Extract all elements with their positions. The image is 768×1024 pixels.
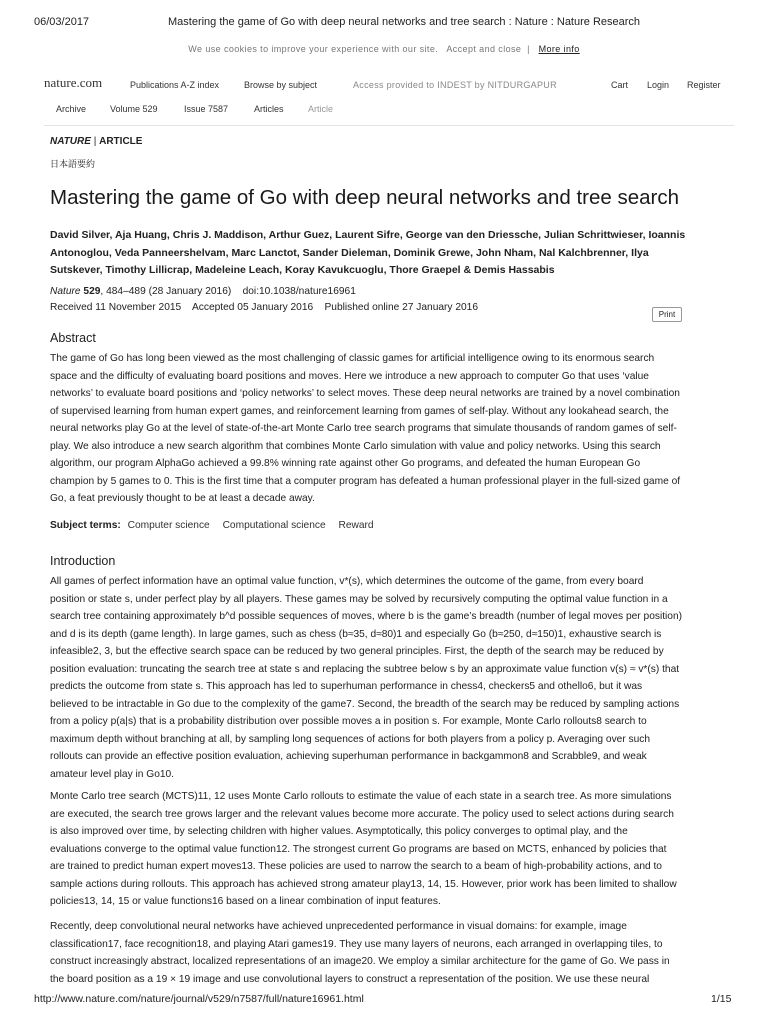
paragraph-line: predicts the outcome from state s. This approach has led to superhuman performance in chess4, checkers5 and othello6, but it was [50,681,643,692]
abstract-heading: Abstract [50,331,96,345]
published-date: Published online 27 January 2016 [324,302,479,313]
access-notice: Access provided to INDEST by NITDURGAPUR [353,80,557,90]
more-info-link[interactable]: More info [538,44,580,54]
paragraph-line: All games of perfect information have an optimal value function, v*(s), which determines the outcome of the game, from every board [50,576,644,587]
nav-register[interactable]: Register [687,80,721,90]
print-page-number: 1/15 [711,993,732,1005]
paragraph-line: sample actions during rollouts. This approach has achieved strong amateur play13, 14, 15. However, prior work has been limited to shallow [50,878,677,890]
cookie-text: We use cookies to improve your experience with our site. [188,44,439,54]
abstract-line: play. We also introduce a new search algorithm that combines Monte Carlo simulation with value and policy networks. Using this search [50,440,661,452]
subject-terms-label: Subject terms: [50,520,121,531]
paragraph-line: maximum depth without branching at all, by sampling long sequences of actions for both players from a policy p. Averaging over such [50,733,651,745]
breadcrumb-volume[interactable]: Volume 529 [110,104,158,114]
paragraph-line: the board position as a 19 × 19 image and use convolutional layers to construct a representation of the position. We use these neural [50,973,650,985]
journal-separator: | [93,136,97,147]
print-footer-url: http://www.nature.com/nature/journal/v529/n7587/full/nature16961.html [34,993,364,1005]
paragraph-line: evaluations converge to the optimal value function12. The strongest current Go programs are based on MCTS, enhanced by policies that [50,843,667,855]
paragraph-line: is also improved over time, by selecting children with higher values. Asymptotically, this policy converges to optimal play, and the [50,826,628,837]
author-line: Sutskever, Timothy Lillicrap, Madeleine Leach, Koray Kavukcuoglu, Thore Graepel & Demis Hassabis [50,264,555,276]
breadcrumb-article: Article [308,104,334,114]
intro-paragraph-1 [50,573,740,783]
print-button[interactable]: Print [652,307,682,322]
japanese-summary-link[interactable]: 日本語要約 [50,159,96,169]
subject-terms [50,520,380,531]
print-page-title: Mastering the game of Go with deep neural networks and tree search : Nature : Nature Research [168,16,641,28]
intro-paragraph-3 [50,918,740,988]
cookie-separator: | [527,44,530,54]
author-line: Antonoglou, Veda Panneershelvam, Marc Lanctot, Sander Dieleman, Dominik Grewe, John Nham, Nal Kalchbrenner, Ilya [50,246,649,259]
paragraph-line: from a policy p(a|s) that is a probability distribution over possible moves a in position s. For example, Monte Carlo rollouts8 search to [50,716,647,727]
accept-cookies-link[interactable]: Accept and close [446,44,522,54]
article-title: Mastering the game of Go with deep neural networks and tree search [50,186,680,209]
subject-term-link[interactable]: Reward [338,520,374,531]
received-date: Received 11 November 2015 [50,302,182,313]
nav-login[interactable]: Login [647,80,670,90]
abstract-line: space and the difficulty of evaluating board positions and moves. Here we introduce a new approach to computer Go that uses ‘value [50,370,649,382]
journal-label [50,136,142,147]
accepted-date: Accepted 05 January 2016 [191,302,314,313]
author-list [50,227,740,280]
paragraph-line: amateur level play in Go10. [50,768,175,780]
paragraph-line: Recently, deep convolutional neural networks have achieved unprecedented performance in visual domains: for example, image [50,921,627,932]
paragraph-line: search tree containing approximately b^d possible sequences of moves, where b is the game’s breadth (number of legal moves per position) [50,611,683,622]
abstract-line: neural networks play Go at the level of state-of-the-art Monte Carlo tree search programs that simulate thousands of random games of self- [50,423,677,434]
breadcrumb-issue[interactable]: Issue 7587 [184,104,229,114]
paragraph-line: believed to be intractable in Go due to the complexity of the game7. Second, the breadth of the search may be reduced by sampling actions [50,698,680,710]
paragraph-line: and d is its depth (game length). In large games, such as chess (b≈35, d≈80)1 and especially Go (b≈250, d≈150)1, exhaustive search is [50,628,662,640]
citation-pages: , 484–489 (28 January 2016) [100,286,232,297]
paragraph-line: are trained to predict human expert moves13. These policies are used to narrow the search to a beam of high-probability actions, and to [50,861,662,872]
abstract-line: algorithm, our program AlphaGo achieved a 99.8% winning rate against other Go programs, and defeated the human European Go [50,458,641,469]
subject-term-link[interactable]: Computational science [222,520,326,531]
abstract-line: networks’ to evaluate board positions and ‘policy networks’ to select moves. These deep neural networks are trained by a novel combination [50,388,680,399]
abstract-line: Go, a feat previously thought to be at least a decade away. [50,493,315,504]
abstract-line: champion by 5 games to 0. This is the first time that a computer program has defeated a human professional player in the full-sized game of [50,475,681,487]
author-line: David Silver, Aja Huang, Chris J. Maddison, Arthur Guez, Laurent Sifre, George van den Driessche, Julian Schrittwieser, Ioannis [50,229,686,241]
abstract-line: of supervised learning from human expert games, and reinforcement learning from games of self-play. Without any lookahead search, the [50,405,669,417]
paragraph-line: position or state s, under perfect play by all players. These games may be solved by recursively computing the optimal value function in a [50,593,668,605]
paragraph-line: classification17, face recognition18, and playing Atari games19. They use many layers of neurons, each arranged in overlapping tiles, to [50,938,663,950]
journal-name: NATURE [50,136,91,147]
nav-publications-index[interactable]: Publications A-Z index [130,80,220,90]
abstract-text [50,350,740,508]
citation-doi: doi:10.1038/nature16961 [242,286,356,297]
paragraph-line: policies13, 14, 15 or value functions16 based on a linear combination of input features. [50,896,441,907]
citation [50,286,356,297]
citation-journal: Nature [50,286,81,297]
paragraph-line: position evaluation: truncating the search tree at state s and replacing the subtree below s by an approximate value function v(s) ≈ v*(s) that [50,663,680,675]
nav-cart[interactable]: Cart [611,80,629,90]
subject-term-link[interactable]: Computer science [127,520,210,531]
paragraph-line: construct increasingly abstract, localized representations of an image20. We employ a similar architecture for the game of Go. We pass in [50,956,670,967]
paragraph-line: are executed, the search tree grows larger and the relevant values become more accurate. The policy used to select actions during search [50,808,674,820]
divider [44,125,734,126]
abstract-line: The game of Go has long been viewed as the most challenging of classic games for artificial intelligence owing to its enormous search [50,353,655,364]
nav-browse-subject[interactable]: Browse by subject [244,80,318,90]
print-date: 06/03/2017 [34,16,90,28]
paragraph-line: Monte Carlo tree search (MCTS)11, 12 uses Monte Carlo rollouts to estimate the value of each state in a search tree. As more simulations [50,791,672,802]
article-dates [50,302,478,313]
intro-paragraph-2 [50,788,740,911]
cookie-banner [0,44,768,54]
citation-volume: 529 [83,286,101,297]
paragraph-line: infeasible2, 3, but the effective search space can be reduced by two general principles. First, the depth of the search may be reduced by [50,646,664,657]
paragraph-line: rollouts can provide an effective position evaluation, achieving superhuman performance in backgammon8 and Scrabble9, and weak [50,751,647,762]
site-logo[interactable]: nature.com [44,75,103,90]
breadcrumb-articles[interactable]: Articles [254,104,284,114]
introduction-heading: Introduction [50,554,116,568]
article-type: ARTICLE [99,136,143,147]
breadcrumb-archive[interactable]: Archive [56,104,87,114]
top-navigation [44,77,734,95]
